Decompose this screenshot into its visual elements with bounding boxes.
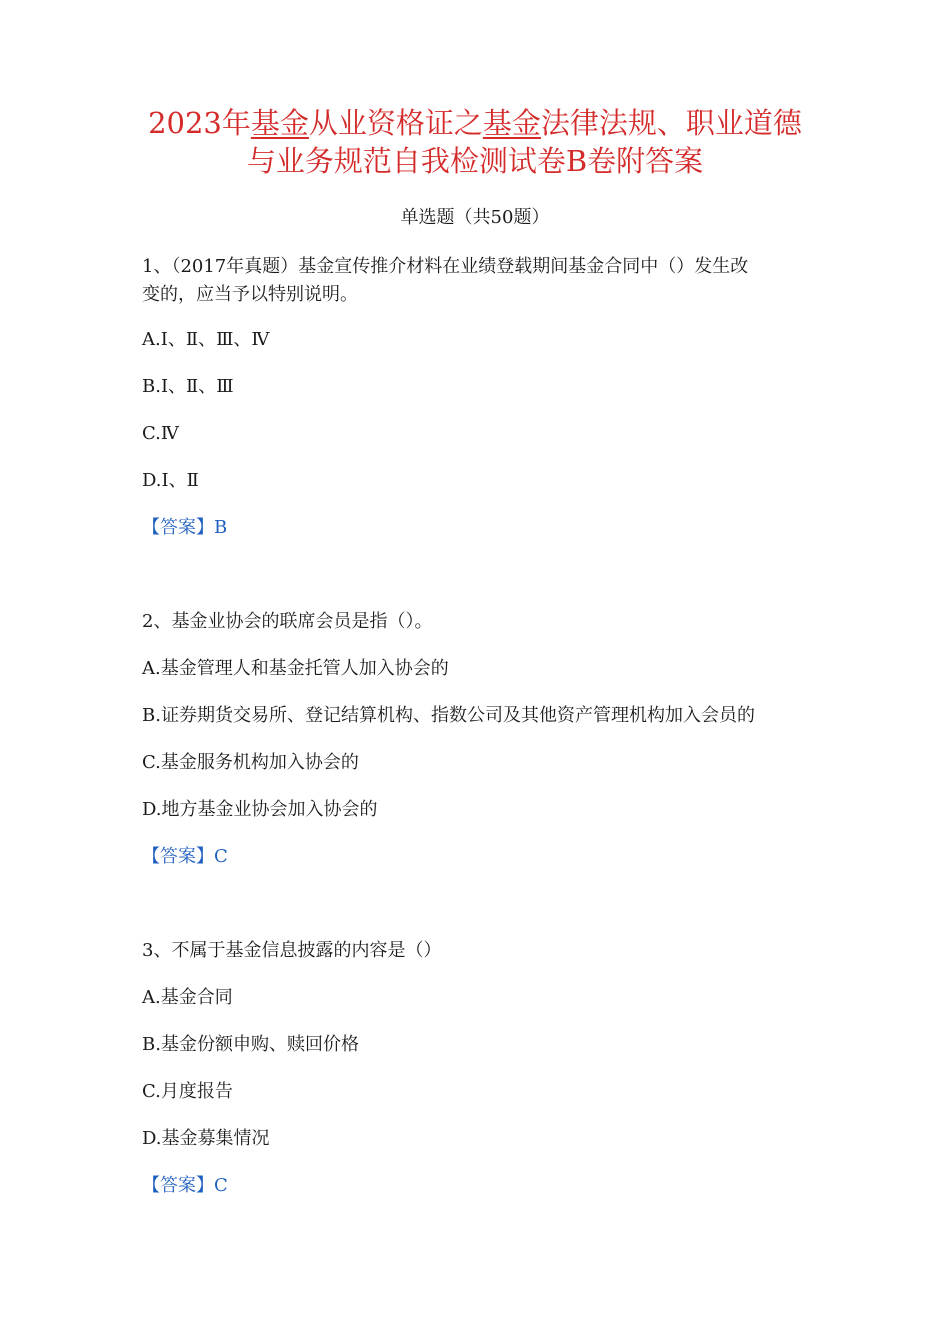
answer-label: 【答案】: [142, 1175, 214, 1196]
answer-value: C: [214, 846, 228, 867]
question-3-stem: 3、不属于基金信息披露的内容是（）: [142, 940, 442, 961]
title-text: 从业资格证之: [308, 106, 483, 140]
question-2-option-b: B.证券期货交易所、登记结算机构、指数公司及其他资产管理机构加入会员的: [142, 705, 755, 726]
question-1-answer: [142, 514, 822, 542]
answer-label: 【答案】: [142, 846, 214, 867]
answer-value: B: [214, 517, 228, 538]
question-1-stem: 1、（2017年真题）基金宣传推介材料在业绩登载期间基金合同中（）发生改: [142, 256, 749, 277]
section-heading: 单选题（共50题）: [400, 207, 550, 228]
question-1-option-a: A.Ⅰ、Ⅱ、Ⅲ、Ⅳ: [142, 329, 270, 350]
question-1-option-c: C.Ⅳ: [142, 423, 179, 444]
question-1-option-b: B.Ⅰ、Ⅱ、Ⅲ: [142, 376, 234, 397]
title-text: 2023年: [148, 106, 251, 140]
title-link-fund-1[interactable]: 基金: [250, 106, 309, 140]
question-1-option-d: D.Ⅰ、Ⅱ: [142, 470, 199, 491]
question-2-option-c: C.基金服务机构加入协会的: [142, 752, 359, 773]
question-2-option-d: D.地方基金业协会加入协会的: [142, 799, 378, 820]
document-title-line-1: [0, 104, 950, 142]
answer-value: C: [214, 1175, 228, 1196]
title-link-fund-2[interactable]: 基金: [482, 106, 541, 140]
answer-label: 【答案】: [142, 517, 214, 538]
document-title-line-2: 与业务规范自我检测试卷B卷附答案: [246, 144, 704, 178]
question-2-option-a: A.基金管理人和基金托管人加入协会的: [142, 658, 449, 679]
question-3-option-c: C.月度报告: [142, 1081, 233, 1102]
question-2-stem: 2、基金业协会的联席会员是指（）。: [142, 611, 433, 632]
title-text: 法律法规、职业道德: [540, 106, 802, 140]
question-2-answer: [142, 843, 822, 871]
question-3-option-b: B.基金份额申购、赎回价格: [142, 1034, 359, 1055]
question-3-option-a: A.基金合同: [142, 987, 233, 1008]
question-1-stem-cont: 变的，应当予以特别说明。: [142, 284, 358, 305]
question-3-option-d: D.基金募集情况: [142, 1128, 270, 1149]
question-3-answer: [142, 1172, 822, 1200]
